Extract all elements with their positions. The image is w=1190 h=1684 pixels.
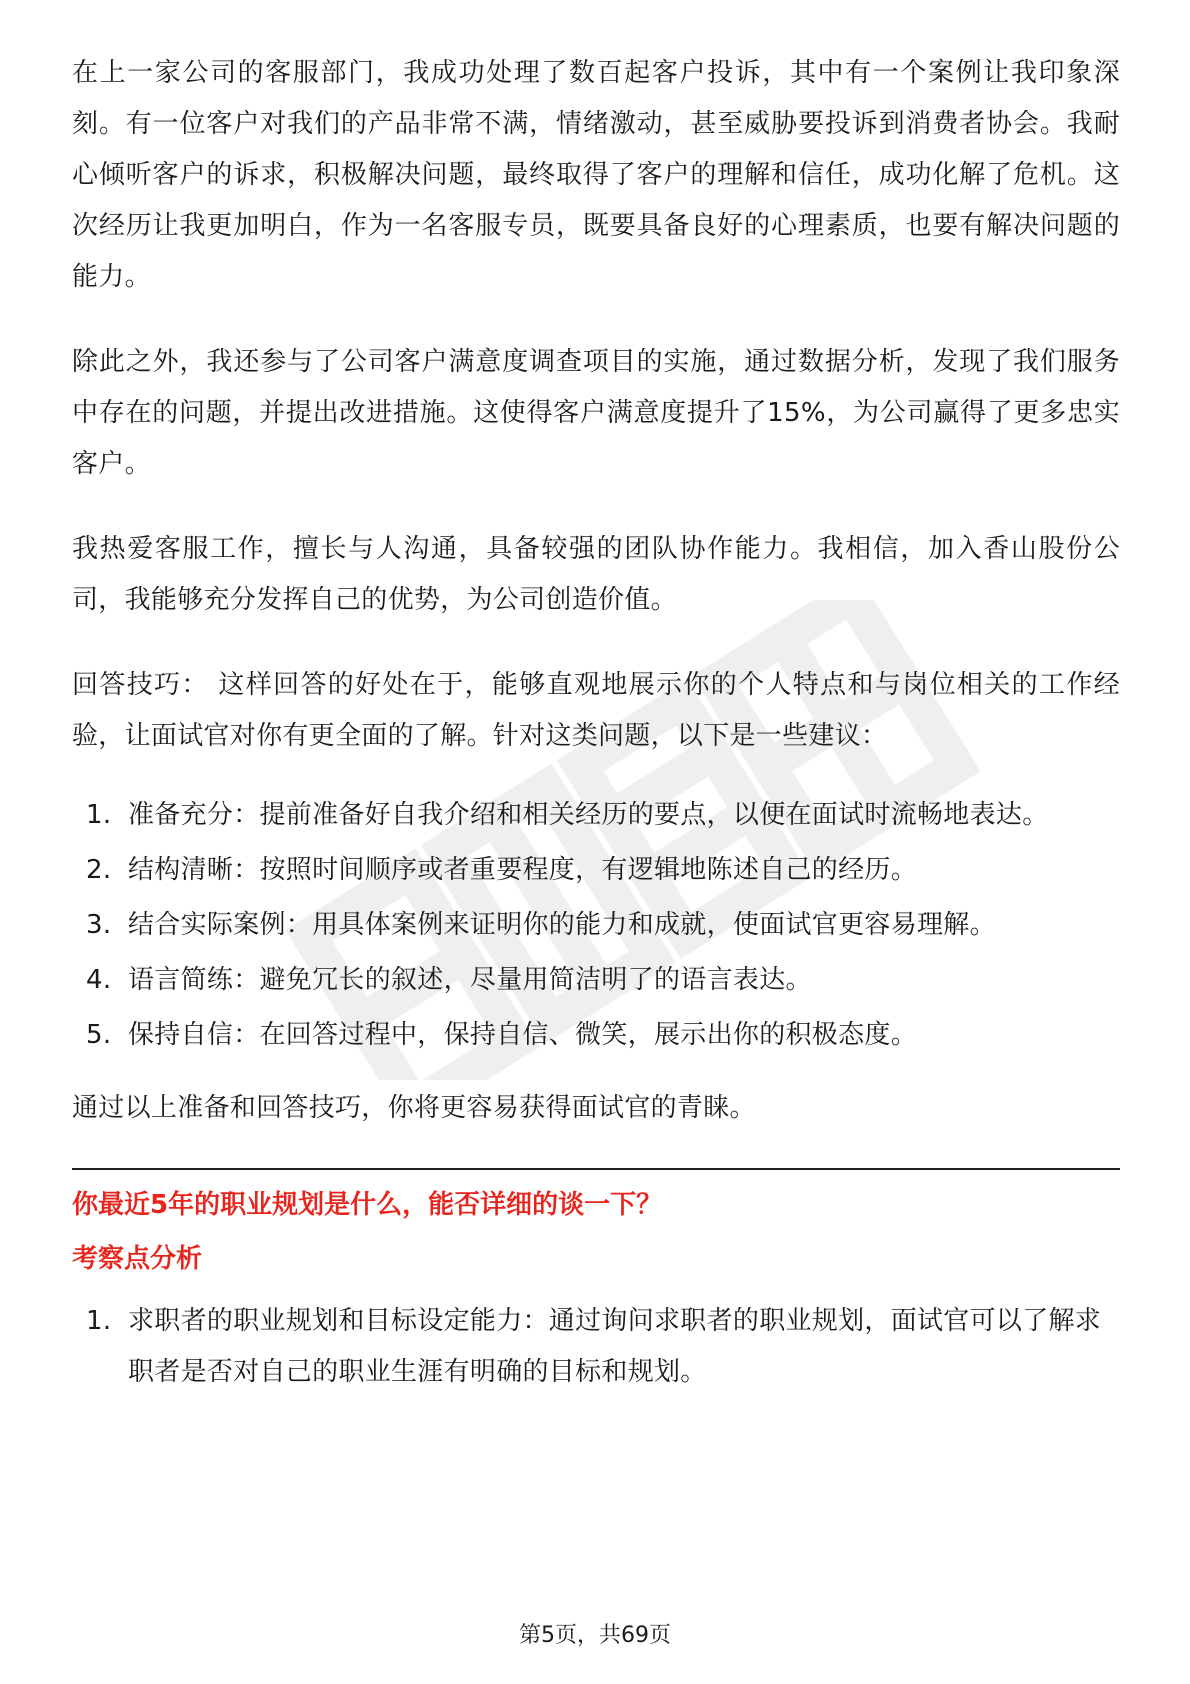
list-item-number: 5. [86, 1020, 112, 1050]
analysis-heading: 考察点分析 [72, 1244, 203, 1274]
list-item [72, 845, 1120, 896]
list-item-text: 求职者的职业规划和目标设定能力：通过询问求职者的职业规划，面试官可以了解求职者是否对自己的职业生涯有明确的目标和规划。 [128, 1306, 1102, 1387]
paragraph-closing: 通过以上准备和回答技巧，你将更容易获得面试官的青睐。 [72, 1093, 756, 1123]
list-item [72, 790, 1120, 841]
list-item [72, 1296, 1120, 1398]
list-item-text: 语言简练：避免冗长的叙述，尽量用简洁明了的语言表达。 [128, 965, 812, 995]
list-item-text: 保持自信：在回答过程中，保持自信、微笑，展示出你的积极态度。 [128, 1020, 918, 1050]
paragraph-answer-tips: 回答技巧： 这样回答的好处在于，能够直观地展示你的个人特点和与岗位相关的工作经验，让面试官对你有更全面的了解。针对这类问题，以下是一些建议： [72, 670, 1120, 751]
list-item-number: 4. [86, 965, 112, 995]
section-divider [72, 1168, 1120, 1170]
paragraph-experience: 在上一家公司的客服部门，我成功处理了数百起客户投诉，其中有一个案例让我印象深刻。有一位客户对我们的产品非常不满，情绪激动，甚至威胁要投诉到消费者协会。我耐心倾听客户的诉求，积极解决问题，最终取得了客户的理解和信任，成功化解了危机。这次经历让我更加明白，作为一名客服专员，既要具备良好的心理素质，也要有解决问题的能力。 [72, 58, 1120, 292]
list-item [72, 1010, 1120, 1061]
list-item-number: 1. [86, 800, 112, 830]
list-item-number: 1. [86, 1306, 112, 1336]
list-item [72, 955, 1120, 1006]
document-page [72, 48, 1120, 1420]
list-item-number: 2. [86, 855, 112, 885]
paragraph-motivation: 我热爱客服工作，擅长与人沟通，具备较强的团队协作能力。我相信，加入香山股份公司，我能够充分发挥自己的优势，为公司创造价值。 [72, 534, 1120, 615]
list-item-number: 3. [86, 910, 112, 940]
question-title: 你最近5年的职业规划是什么，能否详细的谈一下？ [72, 1190, 663, 1220]
list-item-text: 结合实际案例：用具体案例来证明你的能力和成就，使面试官更容易理解。 [128, 910, 996, 940]
list-item [72, 900, 1120, 951]
list-item-text: 结构清晰：按照时间顺序或者重要程度，有逻辑地陈述自己的经历。 [128, 855, 918, 885]
page-footer: 第5页，共69页 [519, 1623, 671, 1648]
list-item-text: 准备充分：提前准备好自我介绍和相关经历的要点，以便在面试时流畅地表达。 [128, 800, 1049, 830]
tips-list [72, 790, 1120, 1061]
analysis-points-list [72, 1296, 1120, 1398]
paragraph-survey-project: 除此之外，我还参与了公司客户满意度调查项目的实施，通过数据分析，发现了我们服务中存在的问题，并提出改进措施。这使得客户满意度提升了15%，为公司赢得了更多忠实客户。 [72, 347, 1120, 479]
